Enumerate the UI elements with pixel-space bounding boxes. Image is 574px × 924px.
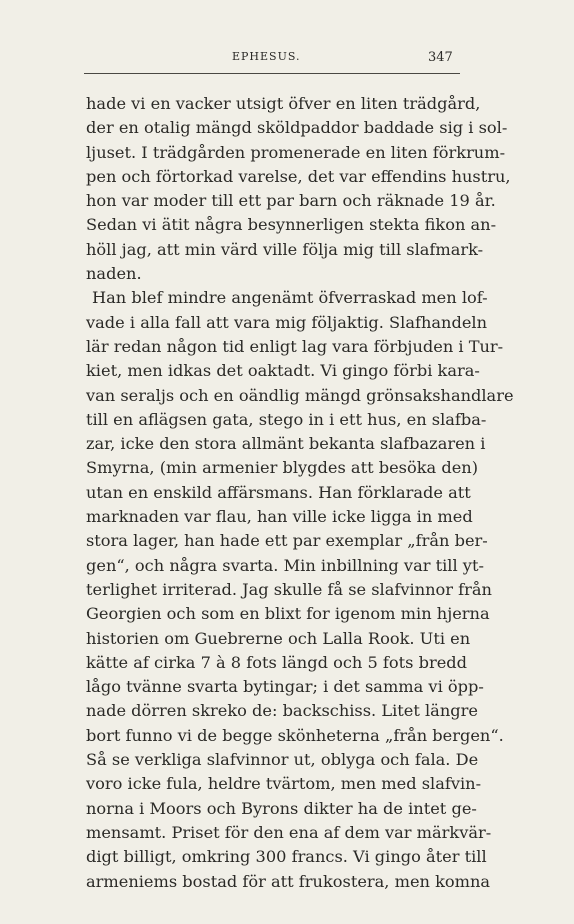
text-line: hon var moder till ett par barn och räknade 19 år. [86,191,496,211]
text-line: zar, icke den stora allmänt bekanta slafbazaren i [86,434,486,454]
text-line: bort funno vi de begge skönheterna „från bergen“. [86,725,504,745]
text-line: lågo tvänne svarta bytingar; i det samma vi öpp- [86,677,484,697]
text-line: pen och förtorkad varelse, det var effendins hustru, [86,166,511,186]
body-text [86,92,514,894]
text-line: norna i Moors och Byrons dikter ha de intet ge- [86,798,477,818]
text-line: höll jag, att min värd ville följa mig till slafmark- [86,239,484,259]
text-line: marknaden var flau, han ville icke ligga in med [86,507,473,527]
text-line: vade i alla fall att vara mig följaktig. Slafhandeln [86,312,488,332]
text-line: nade dörren skreko de: backschiss. Litet längre [86,701,478,721]
running-title: EPHESUS. [232,50,301,63]
text-line: gen“, och några svarta. Min inbillning var till yt- [86,555,484,575]
text-line: der en otalig mängd sköldpaddor baddade sig i sol- [86,118,508,138]
text-line: kätte af cirka 7 à 8 fots längd och 5 fots bredd [86,652,467,672]
text-line: utan en enskild affärsmans. Han förklarade att [86,482,471,502]
header-rule [84,73,460,74]
text-line: hade vi en vacker utsigt öfver en liten trädgård, [86,94,481,113]
text-line: till en aflägsen gata, stego in i ett hus, en slafba- [86,409,487,429]
running-head [0,50,574,66]
paragraph-start-line: Han blef mindre angenämt öfverraskad men lof- [92,288,488,308]
text-line: Smyrna, (min armenier blygdes att besöka den) [86,458,479,478]
text-line: Sedan vi ätit några besynnerligen stekta fikon an- [86,215,497,235]
text-line: naden. [86,264,142,284]
text-line: mensamt. Priset för den ena af dem var märkvär- [86,822,492,842]
text-line: armeniems bostad för att frukostera, men komna [86,871,491,891]
text-line: terlighet irriterad. Jag skulle få se slafvinnor från [86,579,492,599]
text-line: kiet, men idkas det oaktadt. Vi gingo förbi kara- [86,361,480,381]
text-line: lär redan någon tid enligt lag vara förbjuden i Tur- [86,336,504,356]
page-number: 347 [428,50,453,65]
text-line: stora lager, han hade ett par exemplar „från ber- [86,531,488,551]
text-line: voro icke fula, heldre tvärtom, men med slafvin- [86,774,482,794]
text-line: historien om Guebrerne och Lalla Rook. Uti en [86,628,471,648]
text-line: Georgien och som en blixt for igenom min hjerna [86,604,490,624]
text-line: van seraljs och en oändlig mängd grönsakshandlare [86,385,514,405]
text-line: Så se verkliga slafvinnor ut, oblyga och fala. De [86,750,479,770]
text-line: digt billigt, omkring 300 francs. Vi gingo åter till [86,847,487,867]
text-line: ljuset. I trädgården promenerade en liten förkrum- [86,142,506,162]
